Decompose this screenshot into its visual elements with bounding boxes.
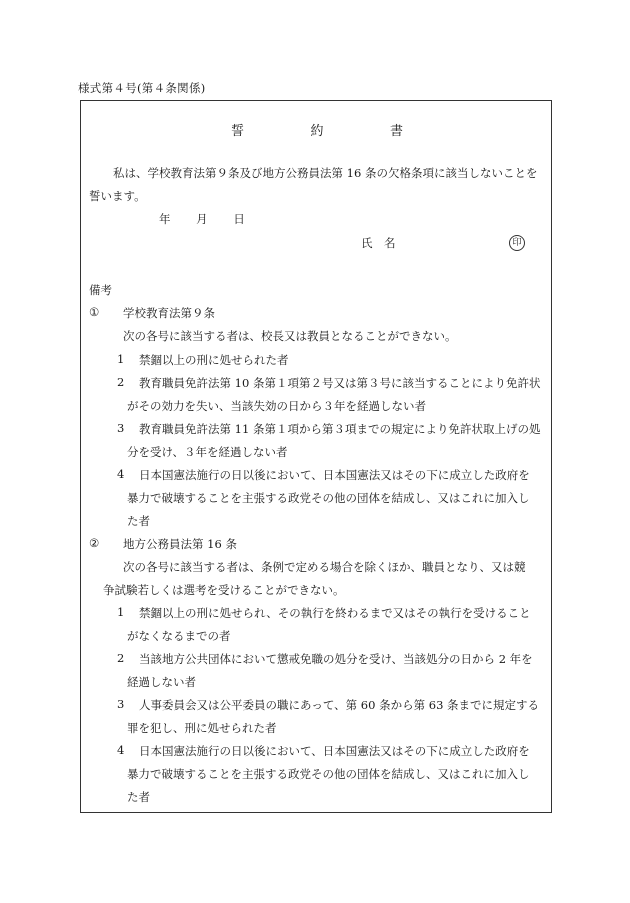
section2-intro-line2: 争試験若しくは選考を受けることができない。: [103, 583, 345, 597]
oath-line-2: 誓います。: [89, 189, 146, 203]
s1-item2-line2: がその効力を失い、当該失効の日から３年を経過しない者: [127, 399, 426, 413]
s2-item1-line1: 禁錮以上の刑に処せられ、その執行を終わるまで又はその執行を受けること: [139, 606, 531, 620]
form-number-label: 様式第４号(第４条関係): [78, 81, 206, 95]
date-day: 日: [233, 212, 245, 226]
remarks-heading: 備考: [89, 283, 112, 297]
s2-item3-num: 3: [117, 697, 125, 711]
date-year: 年: [159, 212, 171, 226]
s2-item2-line2: 経過しない者: [127, 675, 196, 689]
s1-item3-line1: 教育職員免許法第 11 条第１項から第３項までの規定により免許状取上げの処: [139, 422, 541, 436]
s2-item4-line2: 暴力で破壊することを主張する政党その他の団体を結成し、又はこれに加入し: [127, 767, 530, 781]
s1-item4-num: 4: [117, 467, 125, 481]
s1-item4-line2: 暴力で破壊することを主張する政党その他の団体を結成し、又はこれに加入し: [127, 491, 530, 505]
section1-title: 学校教育法第９条: [123, 306, 215, 320]
title-char-3: 書: [389, 124, 403, 139]
s1-item4-line3: た者: [127, 514, 150, 528]
seal-mark: [509, 234, 525, 251]
s2-item4-num: 4: [117, 743, 125, 757]
s1-item2-line1: 教育職員免許法第 10 条第１項第２号又は第３号に該当することにより免許状: [139, 376, 541, 390]
date-line: [159, 211, 245, 227]
section2-title: 地方公務員法第 16 条: [123, 537, 237, 551]
s1-item3-num: 3: [117, 421, 125, 435]
section2-intro-line1: 次の各号に該当する者は、条例で定める場合を除くほか、職員となり、又は競: [123, 560, 526, 574]
s1-item1-line1: 禁錮以上の刑に処せられた者: [139, 353, 289, 367]
document-title: [231, 120, 403, 139]
title-char-2: 約: [310, 124, 324, 139]
s1-item2-num: 2: [117, 375, 125, 389]
date-month: 月: [196, 212, 208, 226]
s1-item3-line2: 分を受け、３年を経過しない者: [127, 445, 288, 459]
seal-icon: 印: [509, 235, 525, 251]
s2-item2-line1: 当該地方公共団体において懲戒免職の処分を受け、当該処分の日から 2 年を: [139, 652, 533, 666]
oath-document-frame: [80, 100, 552, 813]
title-char-1: 誓: [231, 124, 245, 139]
s1-item4-line1: 日本国憲法施行の日以後において、日本国憲法又はその下に成立した政府を: [139, 468, 530, 482]
s1-item1-num: 1: [117, 352, 125, 366]
section1-marker: ①: [89, 305, 100, 319]
section2-marker: ②: [89, 536, 100, 550]
s2-item1-line2: がなくなるまでの者: [127, 629, 231, 643]
s2-item4-line1: 日本国憲法施行の日以後において、日本国憲法又はその下に成立した政府を: [139, 744, 530, 758]
s2-item4-line3: た者: [127, 790, 150, 804]
s2-item3-line2: 罪を犯し、刑に処せられた者: [127, 721, 277, 735]
section1-intro: 次の各号に該当する者は、校長又は教員となることができない。: [123, 329, 457, 343]
name-label: 氏 名: [361, 236, 396, 250]
s2-item1-num: 1: [117, 605, 125, 619]
s2-item2-num: 2: [117, 651, 125, 665]
oath-line-1: 私は、学校教育法第９条及び地方公務員法第 16 条の欠格条項に該当しないことを: [113, 166, 538, 180]
s2-item3-line1: 人事委員会又は公平委員の職にあって、第 60 条から第 63 条までに規定する: [139, 698, 540, 712]
